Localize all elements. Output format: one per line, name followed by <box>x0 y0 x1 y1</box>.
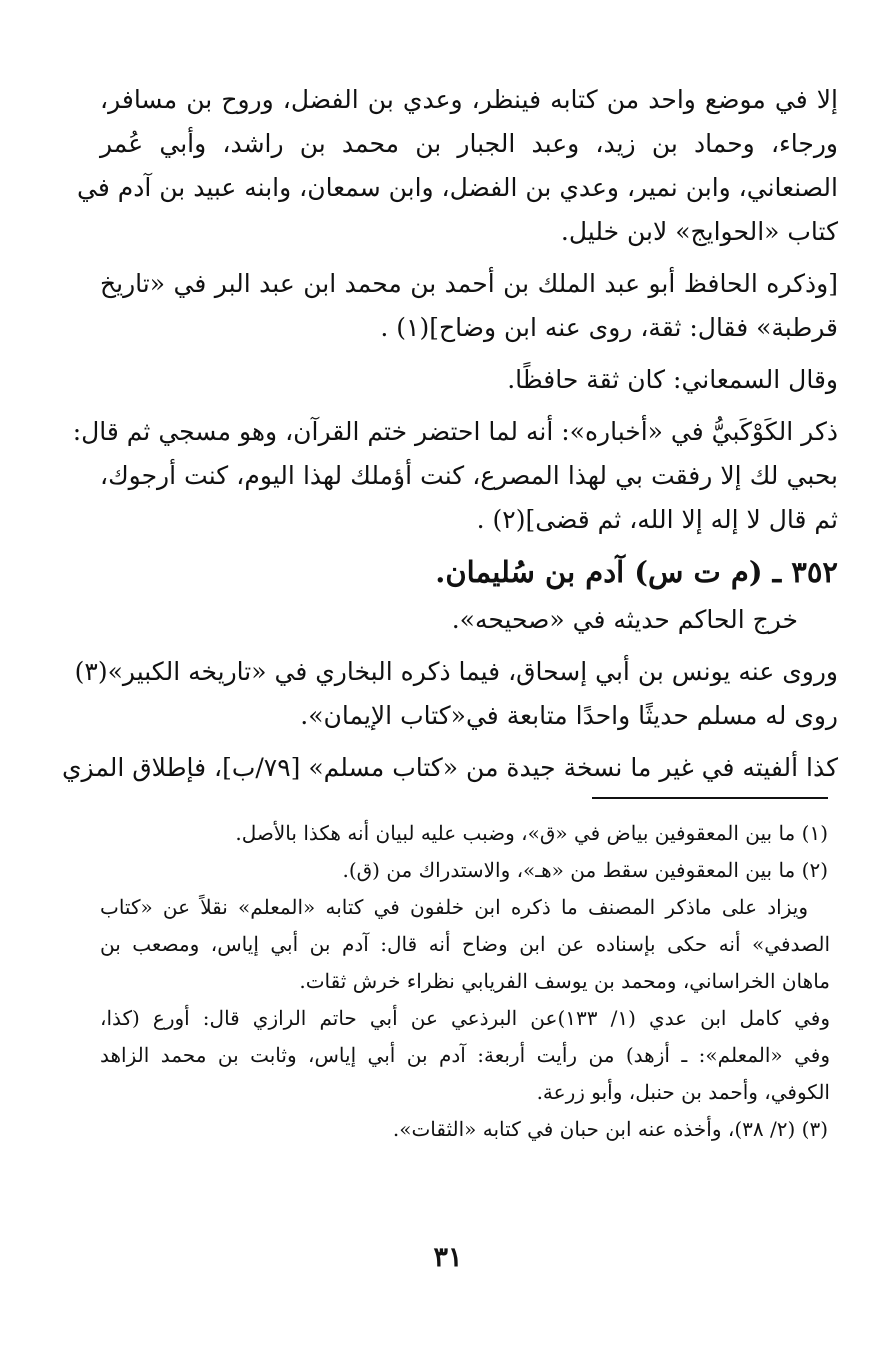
text-line: كتاب «الحوايج» لابن خليل. <box>560 217 838 246</box>
text-line: [وذكره الحافظ أبو عبد الملك بن أحمد بن محمد ابن عبد البر في «تاريخ <box>100 269 838 298</box>
entry-heading: ٣٥٢ ـ (م ت س) آدم بن سُليمان. <box>435 555 838 589</box>
main-text <box>61 78 838 790</box>
text-line: ثم قال لا إله إلا الله، ثم قضى](٢) . <box>476 505 838 534</box>
text-line: بحبي لك إلا رفقت بي لهذا المصرع، كنت أؤملك لهذا اليوم، كنت أرجوك، <box>100 461 838 490</box>
footnote-line: الكوفي، وأحمد بن حنبل، وأبو زرعة. <box>536 1080 830 1104</box>
text-line: وروى عنه يونس بن أبي إسحاق، فيما ذكره البخاري في «تاريخه الكبير»(٣) <box>74 657 838 686</box>
footnote-separator <box>592 797 828 799</box>
footnote-line: (١) ما بين المعقوفين بياض في «ق»، وضبب عليه لبيان أنه هكذا بالأصل. <box>235 821 828 845</box>
page-number: ٣١ <box>433 1242 463 1273</box>
text-line: الصنعاني، وابن نمير، وعدي بن الفضل، وابن سمعان، وابنه عبيد بن آدم في <box>77 173 838 202</box>
footnote-line: (٢) ما بين المعقوفين سقط من «هـ»، والاستدراك من (ق). <box>342 858 828 882</box>
footnote-line: وفي «المعلم»: ـ أزهد) من رأيت أربعة: آدم بن أبي إياس، وثابت بن محمد الزاهد <box>100 1043 830 1067</box>
footnote-line: وفي كامل ابن عدي (١/ ١٣٣)عن البرذعي عن أبي حاتم الرازي قال: أورع (كذا، <box>100 1006 830 1030</box>
text-line: إلا في موضع واحد من كتابه فينظر، وعدي بن الفضل، وروح بن مسافر، <box>100 85 838 114</box>
footnote-line: ويزاد على ماذكر المصنف ما ذكره ابن خلفون في كتابه «المعلم» نقلاً عن «كتاب <box>100 895 808 919</box>
footnote-line: (٣) (٢/ ٣٨)، وأخذه عنه ابن حبان في كتابه «الثقات». <box>392 1117 828 1141</box>
text-line: ورجاء، وحماد بن زيد، وعبد الجبار بن محمد بن راشد، وأبي عُمر <box>100 129 838 158</box>
text-line: ذكر الكَوْكَبيُّ في «أخباره»: أنه لما احتضر ختم القرآن، وهو مسجي ثم قال: <box>72 417 838 446</box>
footnote-line: ماهان الخراساني، ومحمد بن يوسف الفريابي نظراء خرش ثقات. <box>299 969 830 993</box>
text-line: قرطبة» فقال: ثقة، روى عنه ابن وضاح](١) . <box>380 313 838 342</box>
footnotes <box>100 815 830 1148</box>
footnote-line: الصدفي» أنه حكى بإسناده عن ابن وضاح أنه قال: آدم بن أبي إياس، ومصعب بن <box>100 932 830 956</box>
text-line: خرج الحاكم حديثه في «صحيحه». <box>451 605 798 634</box>
text-line: وقال السمعاني: كان ثقة حافظًا. <box>507 365 838 394</box>
text-line: كذا ألفيته في غير ما نسخة جيدة من «كتاب مسلم» [٧٩/ب]، فإطلاق المزي <box>61 753 838 782</box>
text-line: روى له مسلم حديثًا واحدًا متابعة في«كتاب الإيمان». <box>300 701 838 730</box>
